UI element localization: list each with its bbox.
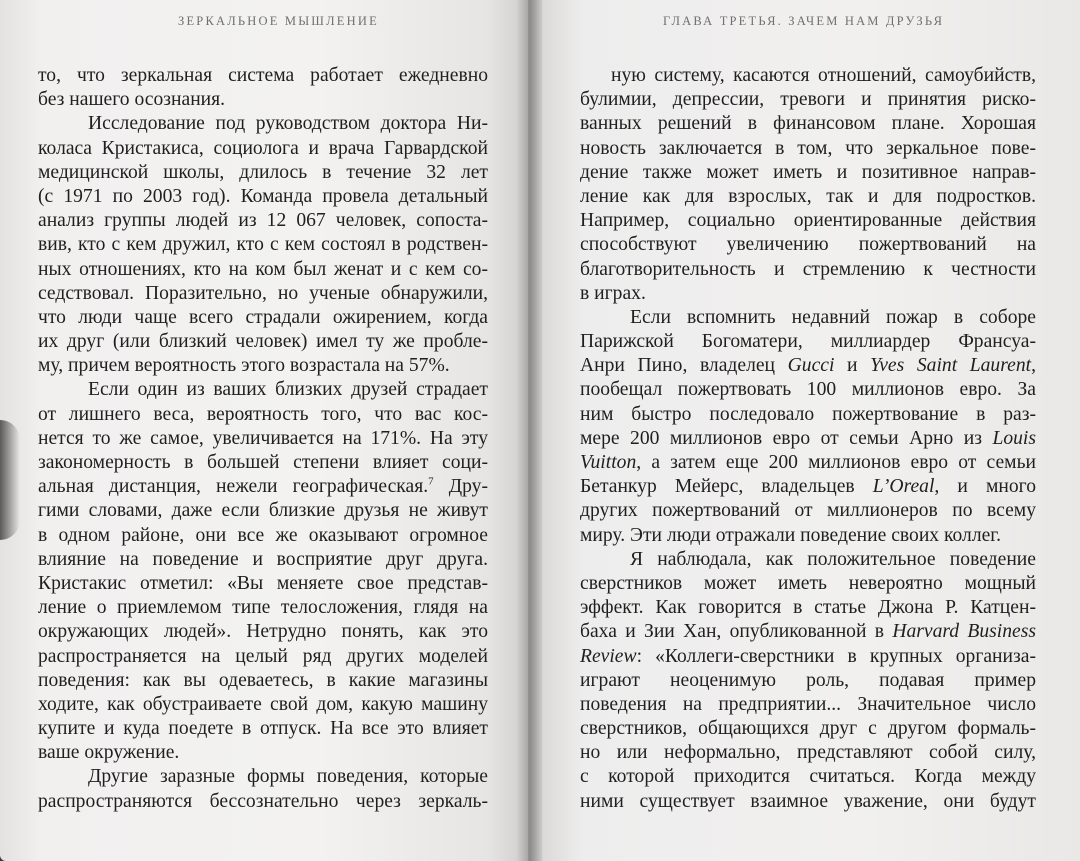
text-line — [580, 427, 1036, 451]
text-line: анализ группы людей из 12 067 человек, сопостa- — [38, 210, 488, 232]
text-line: ним быстро последовало пожертвование в раз- — [580, 403, 1036, 425]
text-fragment: , — [1031, 355, 1036, 377]
text-line: Парижской Богоматери, миллиардер Франсуа- — [580, 331, 1036, 353]
text-line: ходите, как обустраиваете свой дом, какую машину — [38, 693, 488, 715]
text-line — [38, 475, 488, 499]
text-line: пообещал пожертвовать 100 миллионов евро. За — [580, 379, 1036, 401]
text-line: ление как для взрослых, так и для подростков. — [580, 185, 1036, 207]
text-line: с которой приходится считаться. Когда между — [580, 766, 1036, 788]
text-line: ных отношениях, кто на ком был женат и с кем со- — [38, 258, 488, 280]
text-line — [580, 475, 1036, 499]
text-line: но или неформально, представляют собой силу, — [580, 742, 1036, 764]
text-line: сверстников, общающихся друг с другом формаль- — [580, 718, 1036, 740]
left-page — [0, 0, 528, 861]
text-line: что люди чаще всего страдали ожирением, когда — [38, 306, 488, 328]
text-line: седствовал. Поразительно, но ученые обнаружили, — [38, 282, 488, 304]
text-line: булимии, депрессии, тревоги и принятия риско- — [580, 89, 1036, 111]
text-fragment: баха и Зии Хан, опубликованной в — [580, 621, 893, 643]
text-line: Я наблюдала, как положительное поведение — [630, 548, 1036, 570]
brand-gucci: Gucci — [787, 355, 835, 377]
text-line — [580, 354, 1036, 378]
right-page-text — [580, 64, 1036, 814]
text-line: Другие заразные формы поведения, которые — [88, 766, 488, 788]
text-line: других пожертвований от миллионеров по всему — [580, 500, 1036, 522]
text-line: сверстников может иметь невероятно мощный — [580, 572, 1036, 594]
text-line: (с 1971 по 2003 год). Команда провела детальный — [38, 185, 488, 207]
text-fragment: Анри Пино, владелец — [580, 355, 788, 377]
text-line: новость заключается в том, что зеркальное пове- — [580, 137, 1036, 159]
text-fragment: , и много — [934, 476, 1036, 498]
left-page-text — [38, 64, 488, 814]
text-line: от лишнего веса, вероятность того, что вас кос- — [38, 403, 488, 425]
right-page — [528, 0, 1080, 861]
text-line: купите и куда поедете в отпуск. На все это влияет — [38, 718, 488, 740]
brand-ysl: Yves Saint Laurent — [870, 355, 1032, 377]
brand-louis: Louis — [992, 427, 1036, 449]
text-line: в играх. — [580, 282, 646, 304]
text-line: играют неоценимую роль, подавая пример — [580, 669, 1036, 691]
text-line: влияние на поведение и восприятие друг друга. — [38, 548, 488, 570]
text-line: Исследование под руководством доктора Ни- — [88, 113, 488, 135]
brand-loreal: L’Oreal — [872, 476, 935, 498]
text-line: благотворительность и стремлению к честности — [580, 258, 1036, 280]
text-line: распространяются бессознательно через зеркаль- — [38, 790, 488, 812]
text-line: нется то же самое, увеличивается на 171%. На эту — [38, 427, 488, 449]
text-line: закономерность в большей степени влияет соци- — [38, 452, 488, 473]
text-line: гими словами, даже если близкие друзья не живут — [38, 500, 488, 522]
text-fragment: , а затем еще 200 миллионов евро от семьи — [636, 452, 1036, 473]
text-line: медицинской школы, длилось в течение 32 лет — [38, 161, 488, 183]
text-line: Например, социально ориентированные действия — [580, 210, 1036, 232]
text-line — [580, 645, 1036, 669]
journal-title: Review — [580, 645, 637, 667]
text-line: му, причем вероятность этого возрастала на 57%. — [38, 355, 450, 377]
text-line: эффект. Как говорится в статье Джона Р. Катцен- — [580, 597, 1036, 619]
brand-vuitton: Vuitton — [580, 452, 637, 473]
text-line: миру. Эти люди отражали поведение своих коллег. — [580, 524, 1002, 546]
text-fragment: Дру- — [433, 476, 489, 498]
text-line: Если вспомнить недавний пожар в соборе — [630, 306, 1036, 328]
text-line: поведения: как вы одеваетесь, в какие магазины — [38, 669, 488, 691]
right-running-head: ГЛАВА ТРЕТЬЯ. ЗАЧЕМ НАМ ДРУЗЬЯ — [663, 14, 945, 28]
text-fragment: и — [834, 355, 871, 377]
text-line: ними существует взаимное уважение, они будут — [580, 790, 1036, 812]
text-line: ную систему, касаются отношений, самоубийств, — [611, 65, 1036, 86]
text-line — [580, 451, 1036, 475]
text-line: их друг (или близкий человек) имел ту же пробле- — [38, 331, 488, 353]
text-line: дение также может иметь и позитивное направ- — [580, 161, 1036, 183]
text-line: поведения на предприятии... Значительное число — [580, 693, 1036, 715]
text-line: ление о приемлемом типе телосложения, глядя на — [38, 597, 488, 619]
text-fragment: : «Коллеги-сверстники в крупных организа- — [636, 645, 1036, 667]
text-line: ванных решений в финансовом плане. Хорошая — [580, 113, 1036, 135]
thumb-shadow — [0, 420, 20, 540]
text-fragment: мере 200 миллионов евро от семьи Арно из — [580, 427, 993, 449]
text-line — [580, 620, 1036, 644]
text-line: Если один из ваших близких друзей страдает — [88, 379, 488, 401]
text-line: вив, кто с кем дружил, кто с кем состоял в родствен- — [38, 234, 488, 256]
text-line: колаcа Кристакиса, социолога и врача Гарвардской — [38, 137, 488, 159]
footnote-mark[interactable]: 7 — [428, 475, 434, 488]
text-line: Кристакис отметил: «Вы меняете свое представ- — [38, 572, 488, 594]
text-line: распространяется на целый ряд других моделей — [38, 645, 488, 667]
text-line: ваше окружение. — [38, 742, 180, 764]
left-running-head: ЗЕРКАЛЬНОЕ МЫШЛЕНИЕ — [178, 14, 379, 28]
text-fragment: альная дистанция, нежели географическая. — [38, 476, 429, 498]
journal-title: Harvard Business — [892, 621, 1036, 643]
text-line: окружающих людей». Нетрудно понять, как это — [38, 621, 488, 643]
text-line: то, что зеркальная система работает ежедневно — [38, 65, 488, 86]
text-line: способствуют увеличению пожертвований на — [580, 234, 1036, 256]
text-fragment: Бетанкур Мейерс, владельцев — [580, 476, 873, 498]
text-line: в одном районе, они все же оказывают огромное — [38, 524, 488, 546]
text-line: без нашего осознания. — [38, 89, 226, 111]
